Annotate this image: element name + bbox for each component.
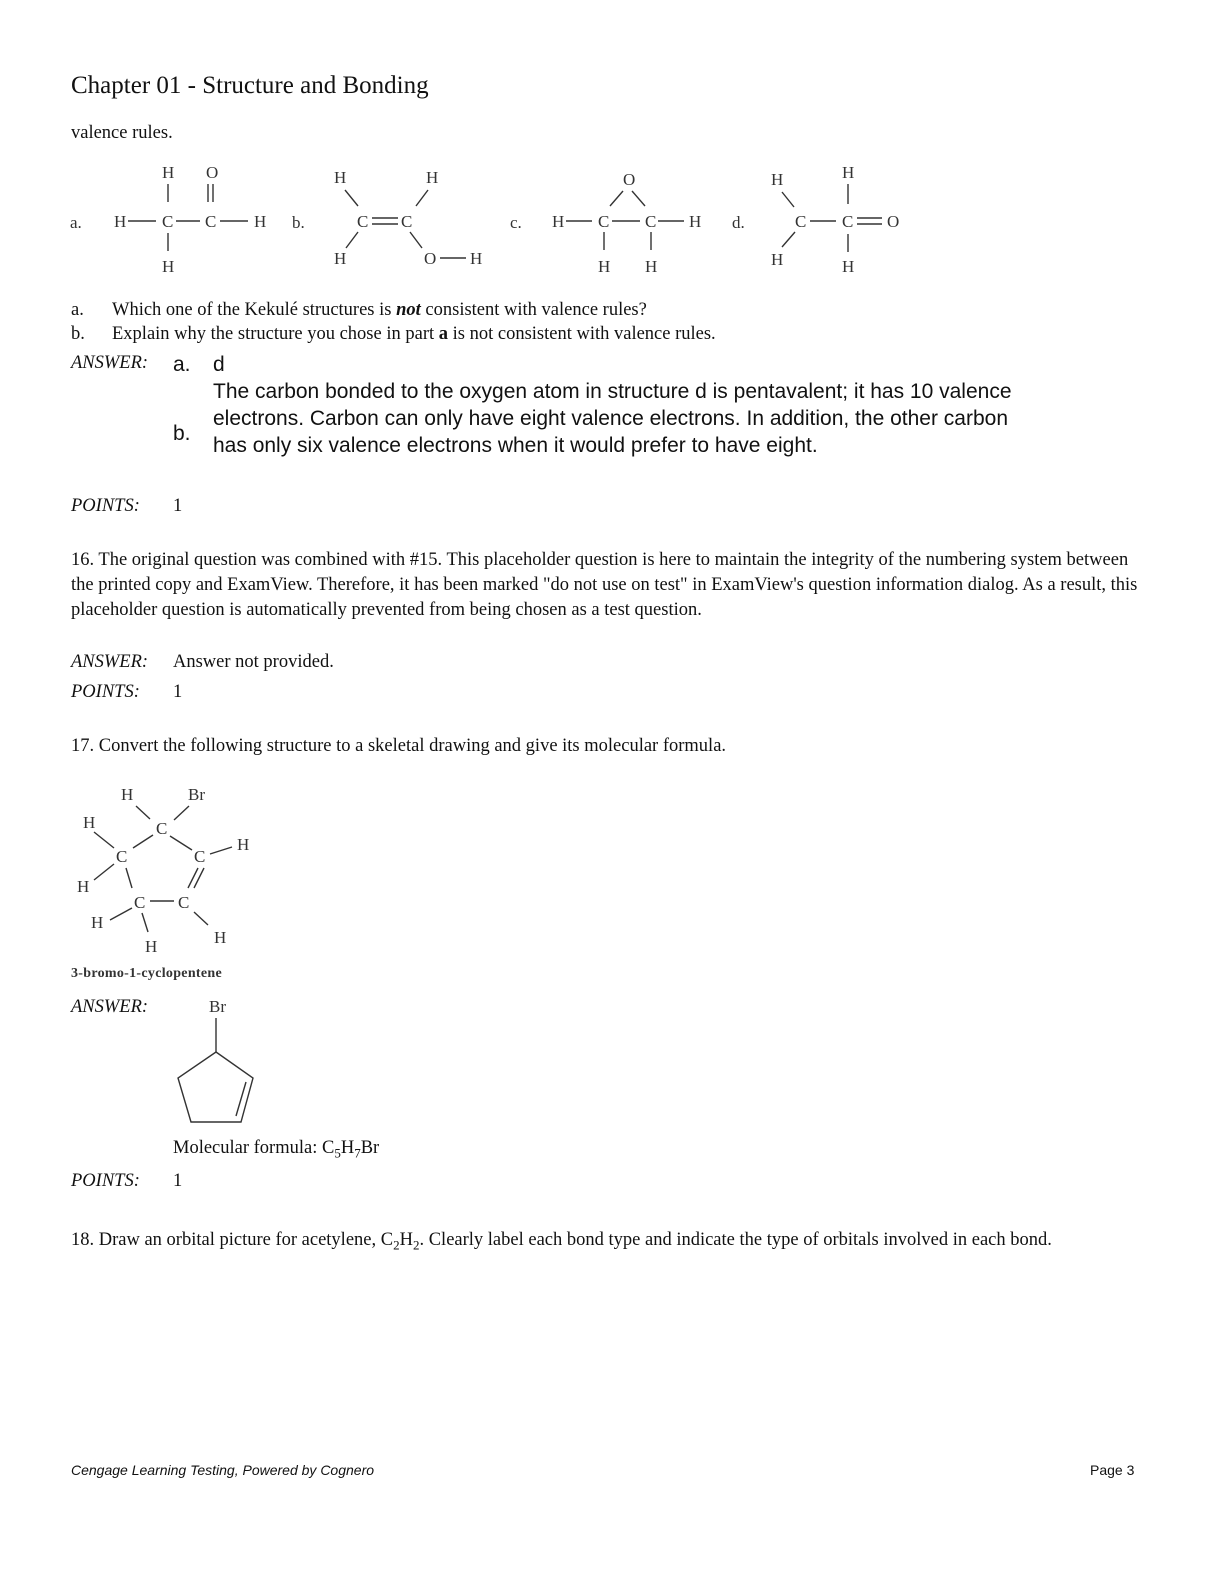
svg-text:H: H (254, 212, 267, 231)
svg-text:H: H (162, 257, 175, 276)
svg-text:H: H (91, 913, 104, 932)
q15-part-b-marker: b. (71, 324, 85, 344)
svg-text:O: O (424, 249, 437, 268)
structure-b (334, 168, 482, 268)
q17-skeletal-answer (160, 990, 280, 1130)
svg-text:H: H (145, 937, 158, 956)
svg-text:C: C (401, 212, 413, 231)
svg-text:H: H (334, 168, 347, 187)
svg-text:H: H (121, 785, 134, 804)
svg-text:H: H (842, 257, 855, 276)
svg-text:C: C (357, 212, 369, 231)
q17-points: 1 (173, 1171, 183, 1191)
svg-text:H: H (334, 249, 347, 268)
q15-answer-a: d (213, 353, 225, 376)
structure-d (771, 163, 899, 276)
svg-text:H: H (114, 212, 127, 231)
svg-text:C: C (134, 893, 146, 912)
q18-text: 18. Draw an orbital picture for acetylene, $C_2H_2$. Clearly label each bond type and indicate the type of orbitals involved in each bond. (71, 1230, 1052, 1253)
structure-label-c: c. (510, 213, 522, 232)
svg-text:C: C (178, 893, 190, 912)
svg-text:H: H (426, 168, 439, 187)
q17-molecular-formula: Molecular formula: $C_5H_7Br$ (173, 1138, 380, 1161)
svg-text:H: H (771, 250, 784, 269)
q15-answer-b-marker: b. (173, 422, 191, 445)
q15-part-a-question: Which one of the Kekulé structures is not consistent with valence rules? (112, 300, 647, 320)
q16-answer: Answer not provided. (173, 652, 334, 672)
q17-structure-caption: 3-bromo-1-cyclopentene (71, 966, 222, 981)
svg-text:H: H (77, 877, 90, 896)
svg-text:C: C (162, 212, 174, 231)
svg-text:H: H (237, 835, 250, 854)
structure-c (552, 170, 701, 276)
structure-label-b: b. (292, 213, 305, 232)
svg-text:H: H (645, 257, 658, 276)
svg-text:C: C (194, 847, 206, 866)
svg-text:H: H (214, 928, 227, 947)
structure-label-a: a. (70, 213, 82, 232)
q15-lead-text: valence rules. (71, 123, 173, 143)
q16-points: 1 (173, 682, 183, 702)
svg-text:Br: Br (209, 997, 226, 1016)
svg-text:C: C (598, 212, 610, 231)
q16-text: 16. The original question was combined with #15. This placeholder question is here to maintain the integrity of the numbering system between the printed copy and ExamView. Therefore, it has been marked "do not use on test" in ExamView's question information dialog. As a result, this placeholder question is automatically prevented from being chosen as a test question. (71, 550, 1138, 620)
svg-text:O: O (887, 212, 900, 231)
svg-text:H: H (470, 249, 483, 268)
q15-points: 1 (173, 496, 183, 516)
svg-text:H: H (552, 212, 565, 231)
svg-text:C: C (205, 212, 217, 231)
svg-text:H: H (842, 163, 855, 182)
svg-text:C: C (842, 212, 854, 231)
q17-points-label: POINTS: (71, 1171, 140, 1191)
svg-text:Br: Br (188, 785, 205, 804)
structure-a (114, 163, 266, 276)
q16-points-label: POINTS: (71, 682, 140, 702)
svg-text:O: O (623, 170, 636, 189)
q17-structure-diagram (70, 780, 290, 960)
page-title: Chapter 01 - Structure and Bonding (71, 72, 429, 99)
q16-answer-label: ANSWER: (71, 652, 149, 672)
svg-text:O: O (206, 163, 219, 182)
page-number: Page 3 (1090, 1462, 1135, 1478)
q15-answer-b: The carbon bonded to the oxygen atom in structure d is pentavalent; it has 10 valence electrons. Carbon can only have eight valence electrons. In addition, the other carbon has only six valence electrons when it would prefer to have eight. (213, 380, 1012, 457)
structure-label-d: d. (732, 213, 745, 232)
q17-text: 17. Convert the following structure to a skeletal drawing and give its molecular formula. (71, 736, 727, 756)
q17-answer-label: ANSWER: (71, 997, 149, 1017)
q15-answer-a-marker: a. (173, 353, 191, 376)
q15-kekule-structures (60, 160, 960, 285)
svg-text:C: C (795, 212, 807, 231)
svg-text:C: C (645, 212, 657, 231)
svg-text:C: C (156, 819, 168, 838)
q15-answer-label: ANSWER: (71, 353, 149, 373)
footer-publisher: Cengage Learning Testing, Powered by Cognero (71, 1462, 375, 1478)
svg-text:H: H (771, 170, 784, 189)
q15-part-a-marker: a. (71, 300, 84, 320)
svg-text:H: H (689, 212, 702, 231)
svg-text:H: H (83, 813, 96, 832)
svg-text:C: C (116, 847, 128, 866)
svg-text:H: H (162, 163, 175, 182)
q15-points-label: POINTS: (71, 496, 140, 516)
svg-text:H: H (598, 257, 611, 276)
q15-part-b-question: Explain why the structure you chose in part a is not consistent with valence rules. (112, 324, 716, 344)
